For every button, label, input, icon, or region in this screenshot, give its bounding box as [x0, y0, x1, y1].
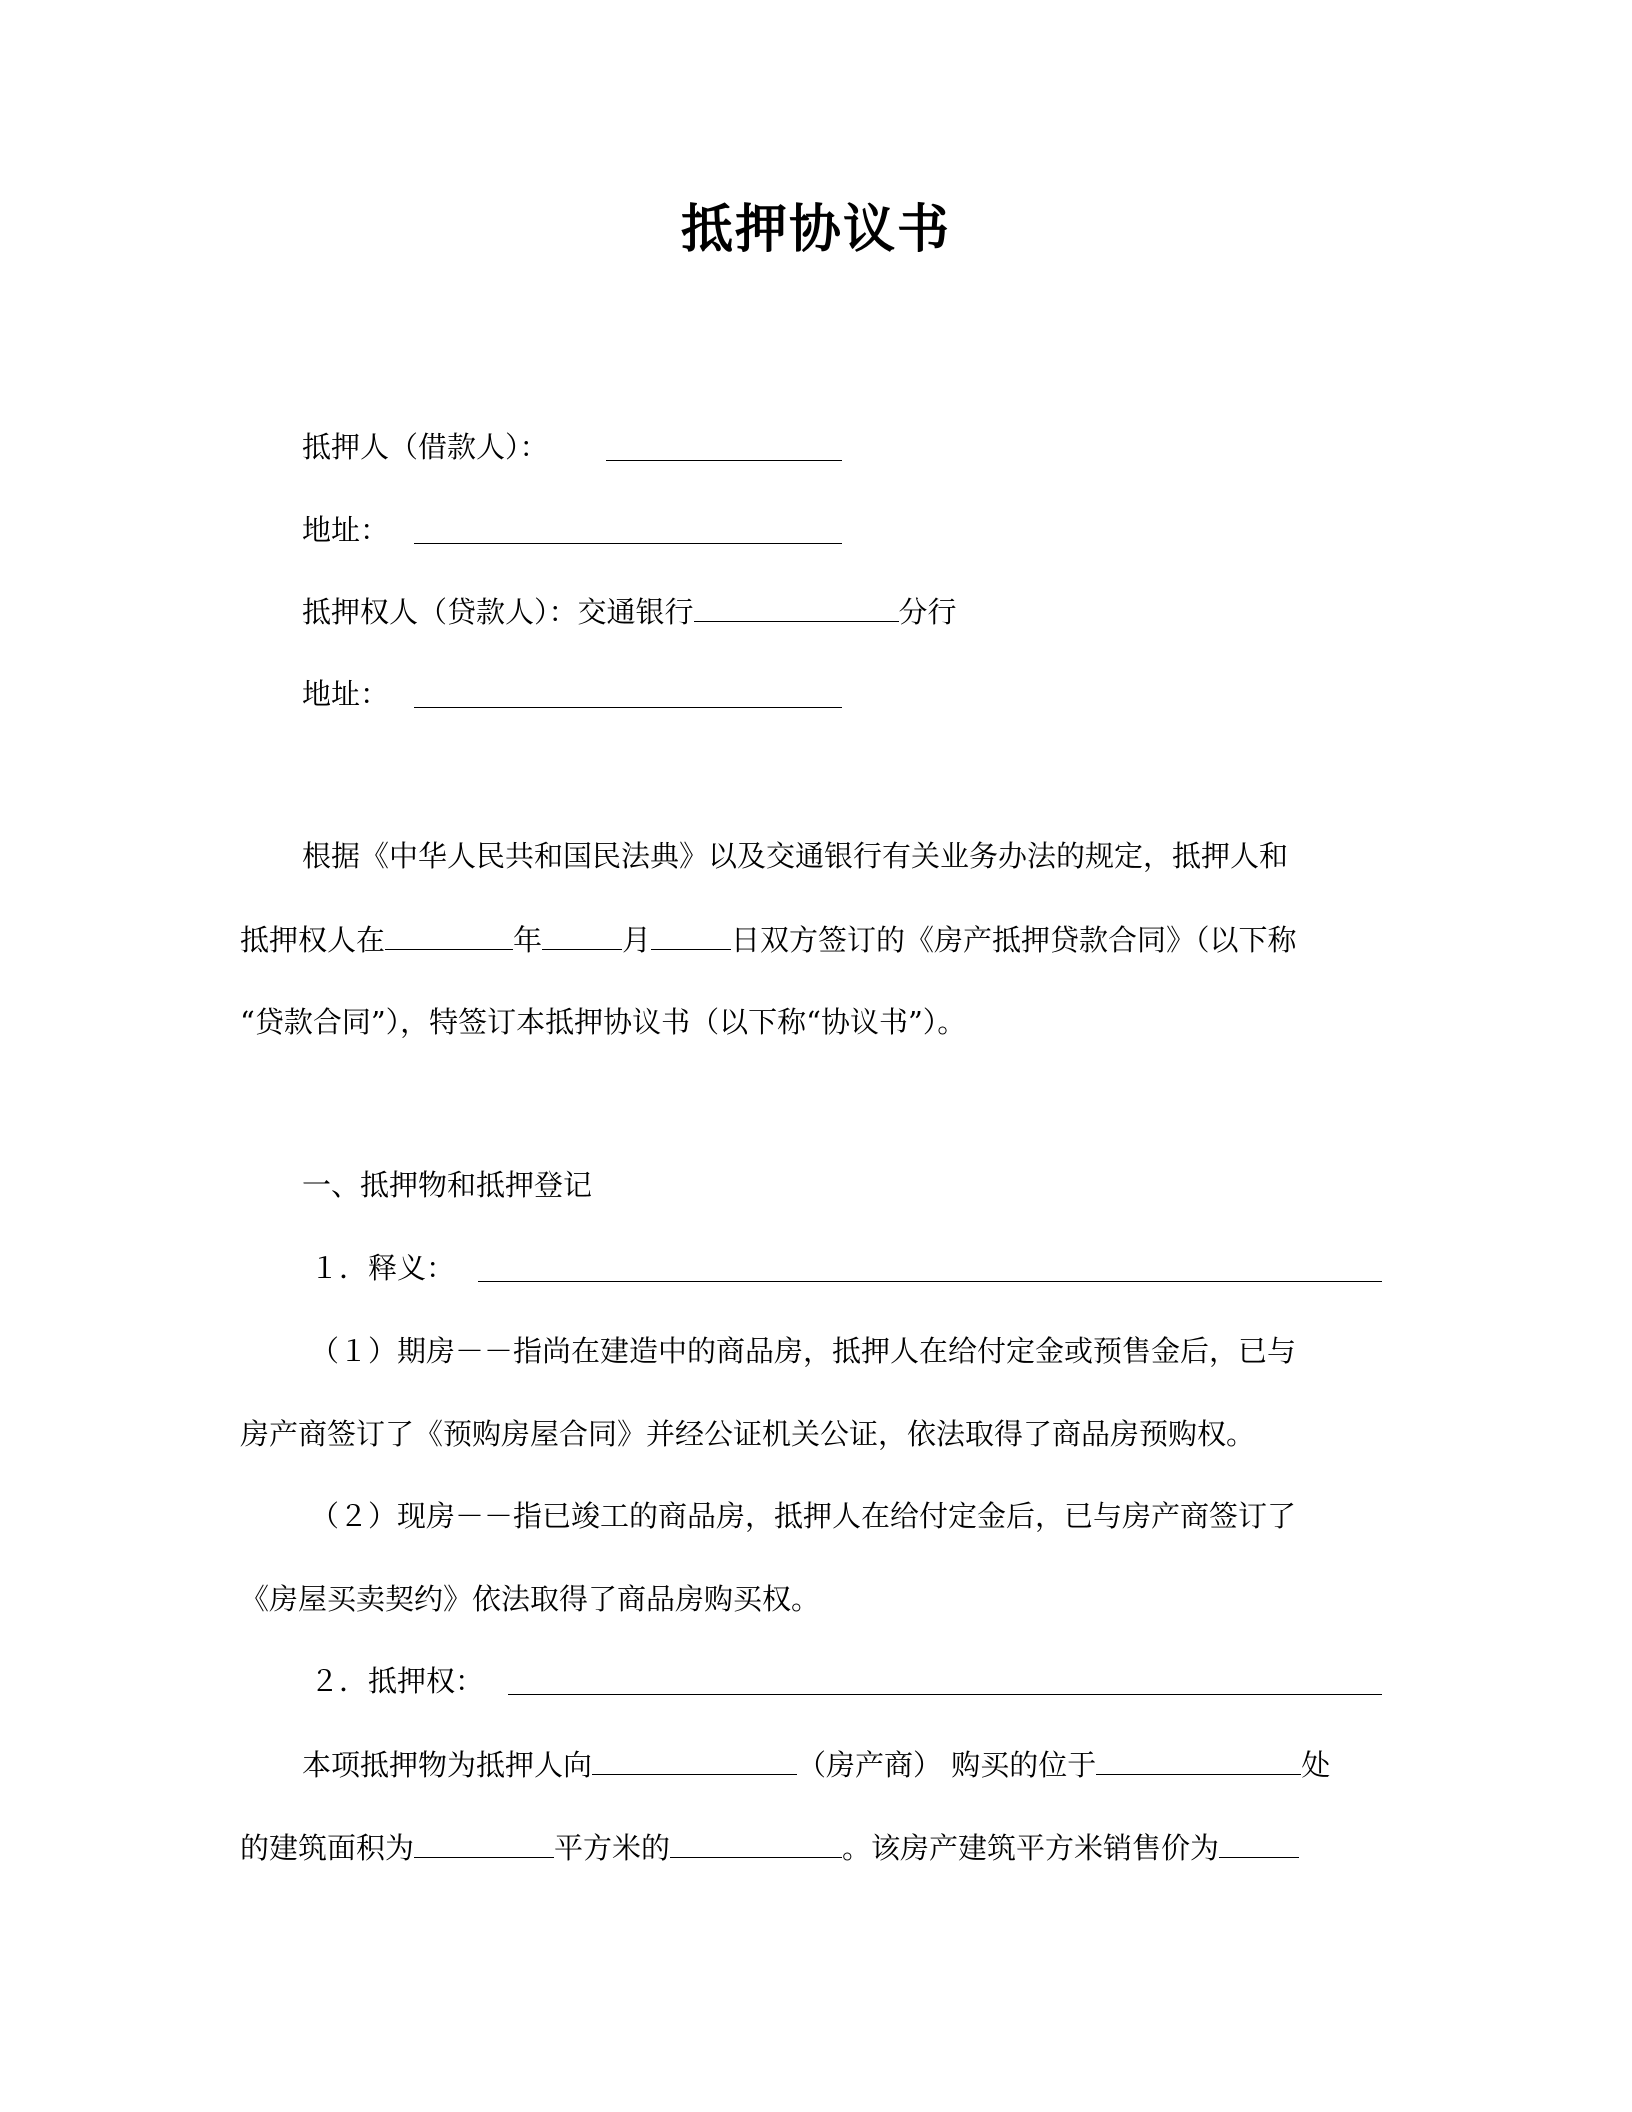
item2-text-b: （房产商） 购买的位于	[797, 1748, 1097, 1782]
price-label: 。该房产建筑平方米销售价为	[842, 1831, 1220, 1865]
month-blank	[542, 917, 622, 950]
item2-text-c: 处	[1301, 1748, 1331, 1782]
sqm-label: 平方米的	[554, 1831, 671, 1865]
item2-line2	[240, 1825, 1299, 1870]
item2-label: ２．抵押权：	[310, 1664, 485, 1698]
item1-1-line1: （１）期房－－指尚在建造中的商品房，抵押人在给付定金或预售金后，已与	[310, 1334, 1297, 1368]
address-blank-1	[414, 543, 842, 544]
price-blank	[1219, 1825, 1299, 1858]
item1-2-line2: 《房屋买卖契约》依法取得了商品房购买权。	[240, 1582, 821, 1616]
intro-line-2	[240, 917, 1297, 962]
address-line-1	[302, 508, 389, 552]
property-type-blank	[670, 1825, 842, 1858]
address-blank-2	[414, 707, 842, 708]
mortgagor-line	[302, 425, 549, 469]
year-label: 年	[513, 923, 543, 957]
address-label-1: 地址：	[302, 513, 390, 547]
item2-blank	[508, 1694, 1382, 1695]
intro-line-1: 根据《中华人民共和国民法典》以及交通银行有关业务办法的规定，抵押人和	[302, 839, 1289, 873]
item1-blank	[478, 1281, 1382, 1282]
item1-label: １．释义：	[310, 1251, 456, 1285]
mortgagee-suffix: 分行	[898, 595, 957, 629]
address-line-2	[302, 672, 389, 716]
item2-line1	[302, 1742, 1330, 1787]
intro-text-a: 抵押权人在	[240, 923, 386, 957]
mortgagor-blank	[606, 460, 842, 461]
year-blank	[385, 917, 513, 950]
section1-heading: 一、抵押物和抵押登记	[302, 1168, 593, 1202]
address-label-2: 地址：	[302, 677, 390, 711]
item1-1-line2: 房产商签订了《预购房屋合同》并经公证机关公证，依法取得了商品房预购权。	[240, 1417, 1256, 1451]
month-label: 月	[622, 923, 652, 957]
intro-line-3: “贷款合同”），特签订本抵押协议书（以下称“协议书”）。	[240, 1005, 967, 1039]
day-blank	[651, 917, 731, 950]
area-label: 的建筑面积为	[240, 1831, 415, 1865]
intro-text-d: 日双方签订的《房产抵押贷款合同》（以下称	[731, 923, 1297, 957]
item2-text-a: 本项抵押物为抵押人向	[302, 1748, 593, 1782]
item1-2-line1: （２）现房－－指已竣工的商品房，抵押人在给付定金后，已与房产商签订了	[310, 1499, 1297, 1533]
mortgagee-line	[302, 589, 957, 634]
developer-blank	[592, 1742, 797, 1775]
location-blank	[1096, 1742, 1301, 1775]
mortgagee-label: 抵押权人（贷款人）：交通银行	[302, 595, 694, 629]
area-blank	[414, 1825, 554, 1858]
mortgagee-branch-blank	[694, 589, 899, 622]
document-title: 抵押协议书	[680, 200, 951, 260]
mortgagor-label: 抵押人（借款人）：	[302, 430, 549, 464]
